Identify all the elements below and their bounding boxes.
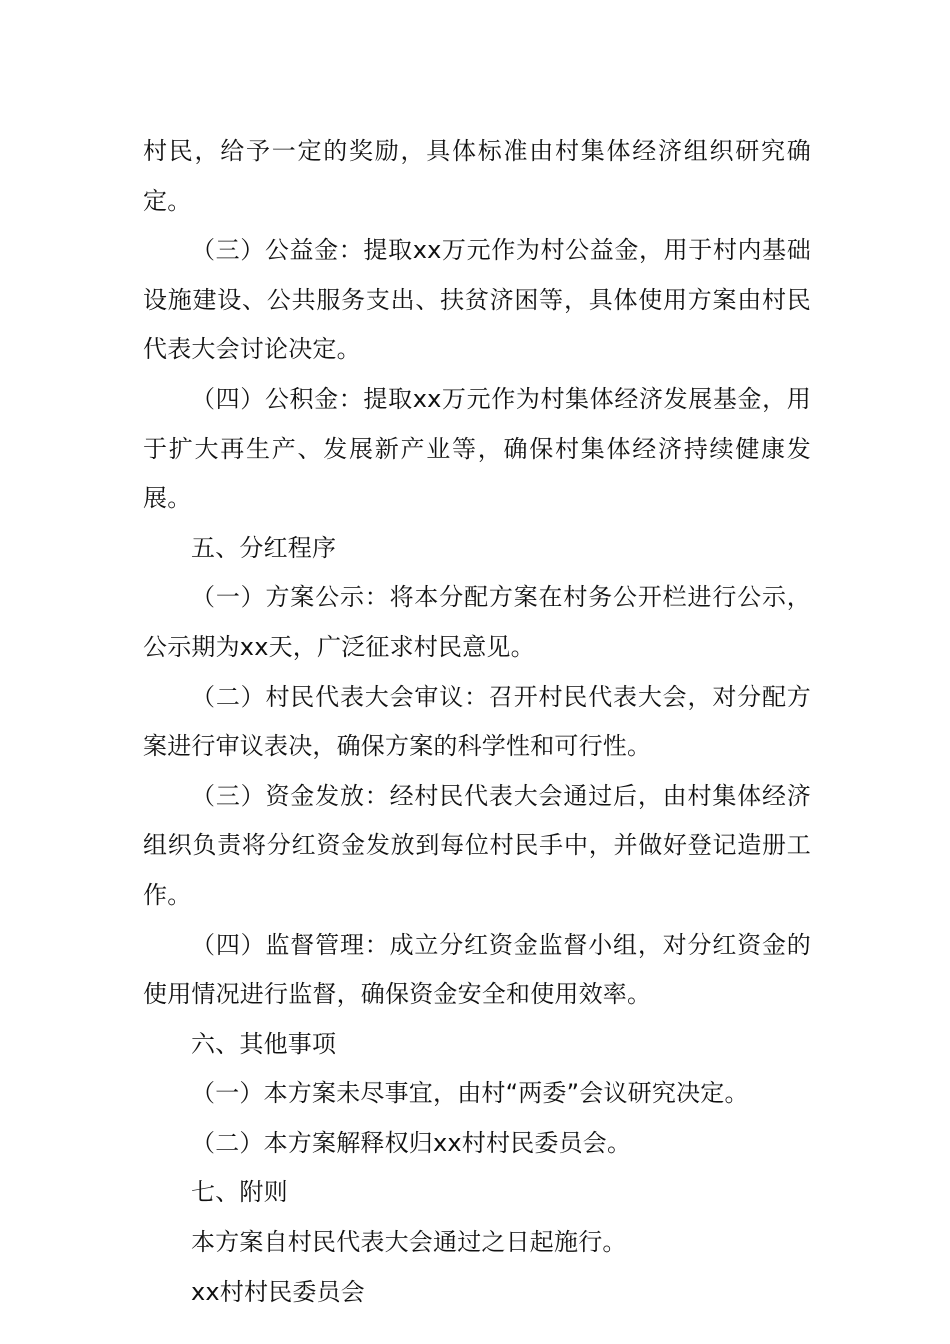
paragraph-fund-distribution: （三）资金发放：经村民代表大会通过后，由村集体经济组织负责将分红资金发放到每位村民手中，并做好登记造册工作。 (143, 781, 811, 909)
paragraph-representative-review: （二）村民代表大会审议：召开村民代表大会，对分配方案进行审议表决，确保方案的科学性和可行性。 (143, 682, 811, 761)
paragraph-unresolved-matters: （一）本方案未尽事宜，由村“两委”会议研究决定。 (191, 1079, 749, 1108)
paragraph-public-welfare-fund: （三）公益金：提取xx万元作为村公益金，用于村内基础设施建设、公共服务支出、扶贫济困等，具体使用方案由村民代表大会讨论决定。 (143, 236, 811, 364)
document-body (143, 127, 811, 1317)
paragraph-effective-date: 本方案自村民代表大会通过之日起施行。 (191, 1228, 627, 1257)
paragraph-supervision: （四）监督管理：成立分红资金监督小组，对分红资金的使用情况进行监督，确保资金安全和使用效率。 (143, 930, 811, 1009)
paragraph-accumulation-fund: （四）公积金：提取xx万元作为村集体经济发展基金，用于扩大再生产、发展新产业等，确保村集体经济持续健康发展。 (143, 384, 811, 513)
paragraph-interpretation-right: （二）本方案解释权归xx村村民委员会。 (191, 1128, 632, 1157)
section-heading-other-matters: 六、其他事项 (191, 1029, 337, 1058)
paragraph-plan-publicity: （一）方案公示：将本分配方案在村务公开栏进行公示，公示期为xx天，广泛征求村民意见。 (143, 583, 811, 661)
section-heading-dividend-procedure: 五、分红程序 (191, 533, 337, 562)
paragraph-continuation: 村民，给予一定的奖励，具体标准由村集体经济组织研究确定。 (143, 137, 811, 215)
signature-committee: xx村村民委员会 (191, 1277, 366, 1306)
section-heading-supplementary: 七、附则 (191, 1178, 288, 1207)
